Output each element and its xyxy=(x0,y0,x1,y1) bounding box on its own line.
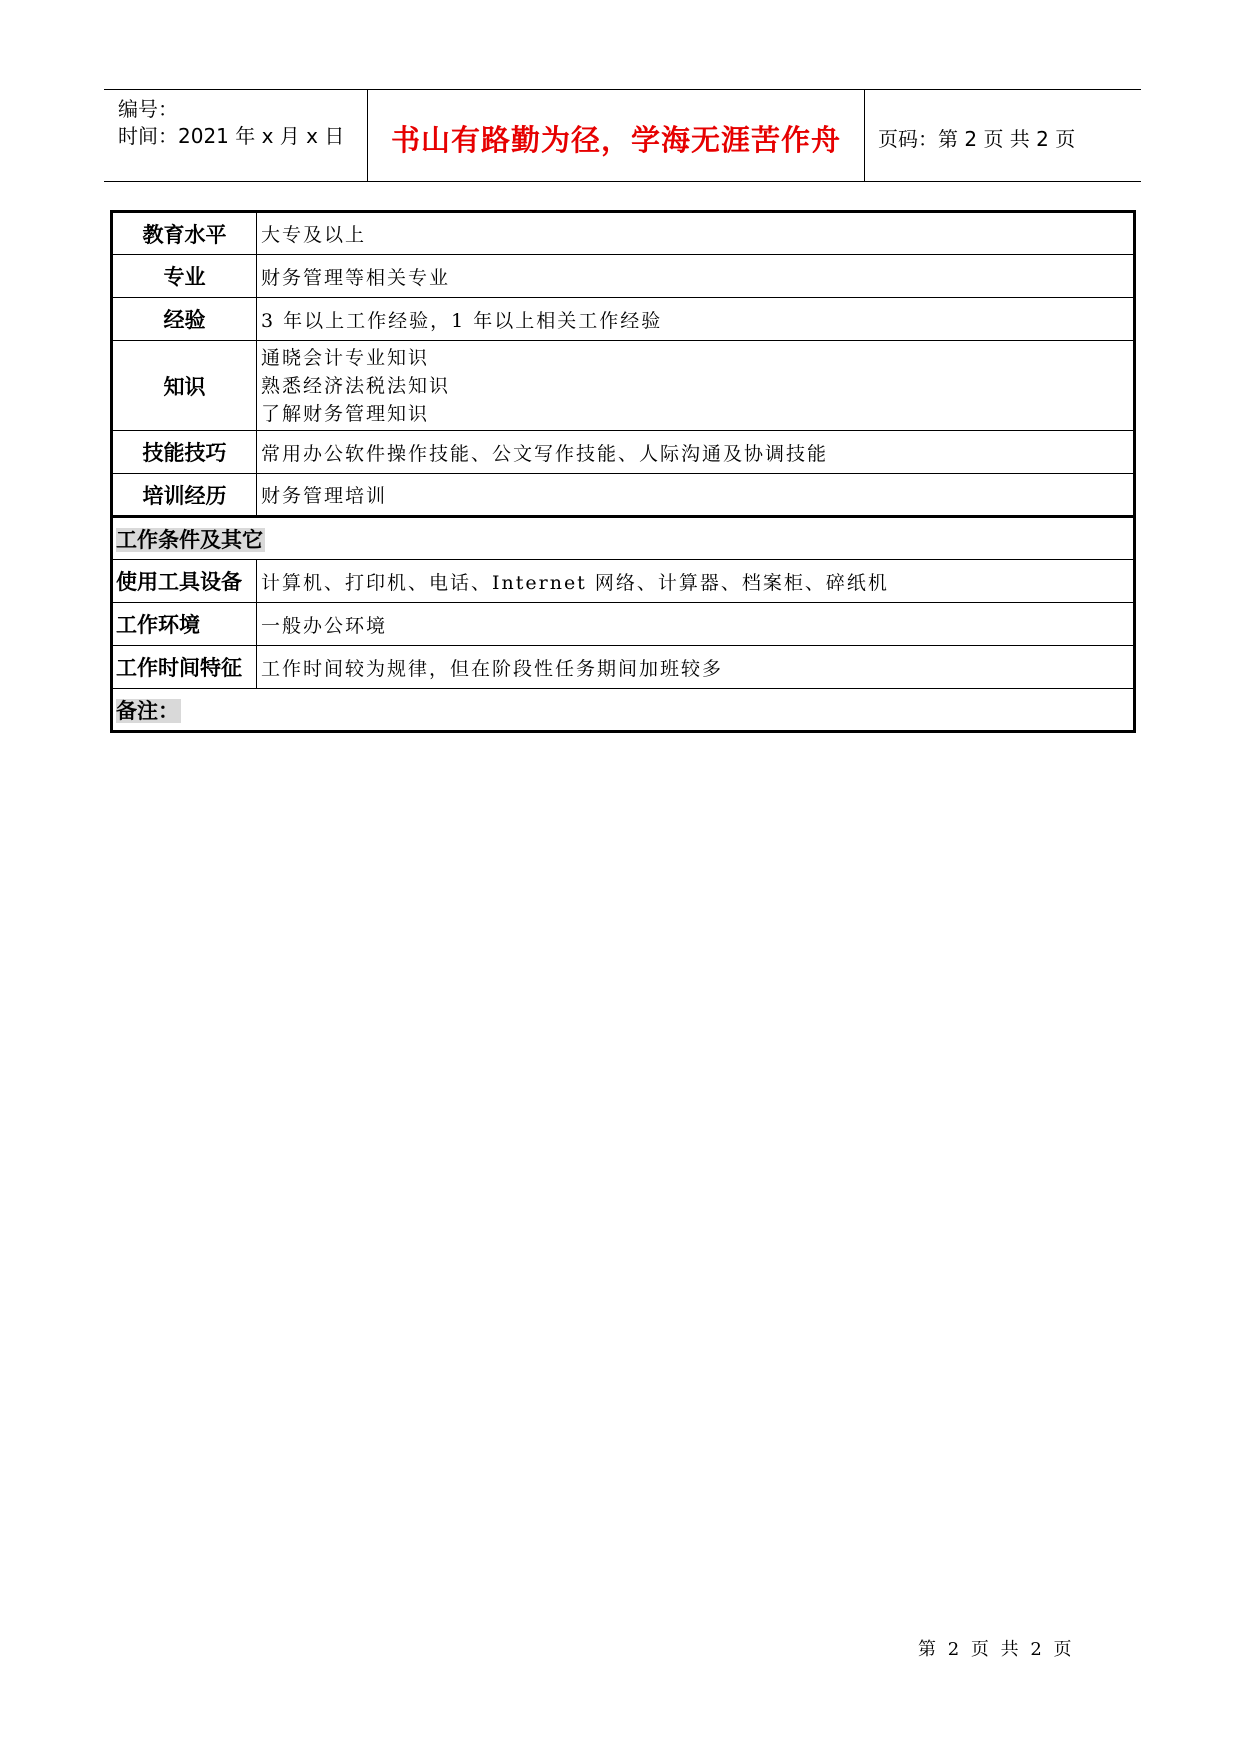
remarks-row xyxy=(112,689,1135,732)
row-value-experience: 3 年以上工作经验，1 年以上相关工作经验 xyxy=(257,298,1135,341)
table-row xyxy=(112,341,1135,431)
table-row xyxy=(112,212,1135,255)
row-value-skills: 常用办公软件操作技能、公文写作技能、人际沟通及协调技能 xyxy=(257,431,1135,474)
table-row xyxy=(112,689,1135,732)
page-footer: 第 2 页 共 2 页 xyxy=(918,1639,1072,1660)
row-label-work-hours: 工作时间特征 xyxy=(112,646,257,689)
remarks-label: 备注： xyxy=(116,698,179,723)
header-slogan: 书山有路勤为径，学海无涯苦作舟 xyxy=(390,123,841,157)
row-value-education: 大专及以上 xyxy=(257,212,1135,255)
knowledge-line: 熟悉经济法税法知识 xyxy=(261,374,451,397)
table-row xyxy=(112,517,1135,560)
header-page-cell xyxy=(865,90,1141,181)
row-label-education: 教育水平 xyxy=(112,212,257,255)
table-row xyxy=(112,298,1135,341)
header-slogan-cell xyxy=(368,90,865,181)
knowledge-line: 了解财务管理知识 xyxy=(261,402,430,425)
row-label-environment: 工作环境 xyxy=(112,603,257,646)
table-row xyxy=(112,603,1135,646)
row-label-knowledge: 知识 xyxy=(112,341,257,431)
knowledge-line: 通晓会计专业知识 xyxy=(261,346,430,369)
row-value-work-hours: 工作时间较为规律，但在阶段性任务期间加班较多 xyxy=(257,646,1135,689)
table-row xyxy=(112,255,1135,298)
row-label-experience: 经验 xyxy=(112,298,257,341)
table-row xyxy=(112,646,1135,689)
row-value-major: 财务管理等相关专业 xyxy=(257,255,1135,298)
document-number-label: 编号： xyxy=(118,97,178,121)
job-requirements-table xyxy=(110,210,1136,733)
row-label-training: 培训经历 xyxy=(112,474,257,517)
document-time-label: 时间：2021 年 x 月 x 日 xyxy=(118,124,345,148)
row-label-tools: 使用工具设备 xyxy=(112,560,257,603)
table-row xyxy=(112,560,1135,603)
header-meta-cell xyxy=(104,90,368,181)
row-label-major: 专业 xyxy=(112,255,257,298)
row-value-training: 财务管理培训 xyxy=(257,474,1135,517)
header-page-info: 页码：第 2 页 共 2 页 xyxy=(878,127,1076,151)
row-value-environment: 一般办公环境 xyxy=(257,603,1135,646)
row-value-knowledge xyxy=(257,341,1135,431)
document-header xyxy=(104,89,1141,182)
table-row xyxy=(112,431,1135,474)
table-row xyxy=(112,474,1135,517)
section-header-work-conditions xyxy=(112,517,1135,560)
row-value-tools: 计算机、打印机、电话、Internet 网络、计算器、档案柜、碎纸机 xyxy=(257,560,1135,603)
row-label-skills: 技能技巧 xyxy=(112,431,257,474)
section-title: 工作条件及其它 xyxy=(116,527,263,552)
